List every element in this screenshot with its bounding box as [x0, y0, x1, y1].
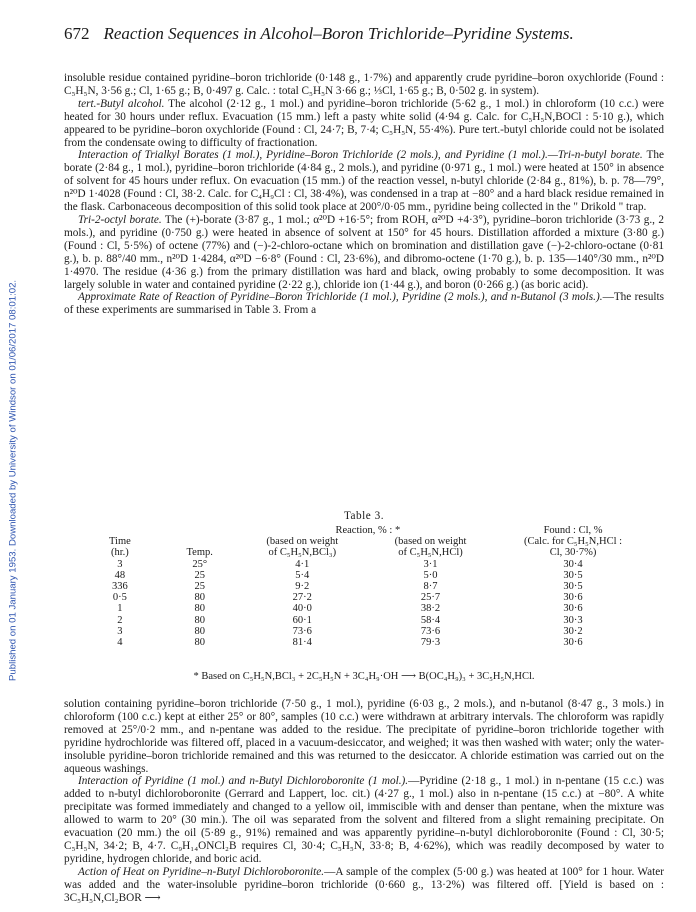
table-cell: 38·2: [420, 603, 441, 615]
paragraph: Interaction of Trialkyl Borates (1 mol.), Pyridine–Boron Trichloride (2 mols.), and Pyridine (1 mol.).—Tri-n-butyl borate. The borate (2·84 g., 1 mol.), pyridine–boron trichloride (4·84 g., 2 mols.), and pyridine (0·971 g., 1 mol.) were heated at 150° in absence of solvent for 45 hours under reflux. On evacuation (15 mm.) of the reaction vessel, n-butyl chloride (2·84 g., 81%), b. p. 78—79°, n²⁰D 1·4028 (Found : Cl, 38·2. Calc. for C₄H₉Cl : Cl, 38·4%), was condensed in a trap at −80° and a hard black residue remained in the flask. Carbonaceous decomposition of this solid took place at 200°/0·05 mm., pyridine being collected in the " Drikold " trap.: [64, 149, 664, 214]
table-cell: 73·6: [420, 625, 441, 637]
table-row: [80, 581, 650, 592]
table-cell: 80: [194, 614, 205, 626]
table-cell: 27·2: [292, 592, 312, 604]
table-cell: 4: [117, 637, 123, 649]
table-cell: 5·4: [295, 569, 310, 581]
table-header-row: [80, 525, 650, 536]
paragraph-heading: Action of Heat on Pyridine–n-Butyl Dichloroboronite.: [78, 865, 325, 878]
table-cell: (based on weight: [266, 536, 339, 548]
table-cell: 80: [194, 637, 205, 649]
table-cell: 80: [194, 603, 205, 615]
table-cell: 8·7: [423, 581, 438, 593]
table-cell: 3: [117, 625, 123, 637]
table-header-row: [80, 536, 650, 547]
table-cell: 30·6: [563, 637, 583, 649]
table-cell: 80: [194, 592, 205, 604]
table-footnote: * Based on C₅H₅N,BCl₃ + 2C₅H₅N + 3C₄H₉·OH ⟶ B(OC₄H₉)₃ + 3C₅H₅N,HCl.: [193, 671, 535, 682]
table-cell: (based on weight: [394, 536, 467, 548]
table-cell: 4·1: [295, 558, 310, 570]
table-cell: 48: [114, 569, 126, 581]
table-cell: 3·1: [423, 558, 438, 570]
table-row: [80, 570, 650, 581]
table-cell: 30·5: [563, 581, 583, 593]
paragraph: Action of Heat on Pyridine–n-Butyl Dichloroboronite.—A sample of the complex (5·00 g.) was heated at 100° for 1 hour. Water was added and the water-insoluble pyridine–boron trichloride (0·660 g., 13·2%) was filtered off. [Yield is based on : 3C₅H₅N,Cl₂BOR ⟶: [64, 865, 665, 904]
table-cell: 25: [194, 569, 205, 581]
table-row: [80, 637, 650, 648]
table-cell: 30·4: [563, 558, 583, 570]
table-cell: 1: [117, 603, 123, 615]
table-cell: 30·2: [563, 625, 583, 637]
table-cell: 30·6: [563, 603, 583, 615]
table-cell: 80: [194, 625, 205, 637]
table-row: [80, 626, 650, 637]
table-row: [80, 603, 650, 614]
paragraph: Tri-2-octyl borate. The (+)-borate (3·87 g., 1 mol.; α²⁰D +16·5°; from ROH, α²⁰D +4·3°), pyridine–boron trichloride (3·73 g., 2 mols.), and pyridine (0·750 g.) were heated in absence of solvent at 150° for 45 hours. Distillation afforded a mixture (3·80 g.) (Found : Cl, 5·5%) of octene (77%) and (−)-2-chloro-octane which on bromination and distillation gave (−)-2-chloro-octane (0·81 g.), b. p. 88°/40 mm., n²⁰D 1·4284, α²⁰D −6·8° (Found : Cl, 23·6%), and dibromo-octene (1·70 g.), b. p. 135—140°/30 mm., n²⁰D 1·4970. The residue (4·36 g.) from the primary distillation was hard and black, owing probably to some decomposition. It was largely soluble in water and contained pyridine (2·22 g.), chloride ion (1·44 g.), and boron (0·266 g.) (as boric acid).: [64, 213, 664, 291]
paragraph: insoluble residue contained pyridine–boron trichloride (0·148 g., 1·7%) and apparently crude pyridine–boron oxychloride (Found : C₅H₅N, 3·56 g.; Cl, 1·65 g.; B, 0·497 g. Calc. : total C₅H₅N 3·66 g.; ⅓Cl, 1·65 g.; B, 0·502 g. in system).: [64, 72, 664, 97]
table-cell: 73·6: [292, 625, 312, 637]
running-title: Reaction Sequences in Alcohol–Boron Trichloride–Pyridine Systems.: [103, 24, 574, 43]
table-cell: 30·6: [563, 592, 583, 604]
paragraph: Approximate Rate of Reaction of Pyridine–Boron Trichloride (1 mol.), Pyridine (2 mols.), and n-Butanol (3 mols.).—The results of these experiments are summarised in Table 3. From a: [64, 291, 664, 317]
table-row: [80, 592, 650, 603]
table-cell: 5·0: [423, 569, 438, 581]
paragraph-heading: Tri-2-octyl borate.: [78, 213, 162, 226]
table-3: [80, 525, 650, 648]
paragraph-heading: Interaction of Pyridine (1 mol.) and n-Butyl Dichloroboronite (1 mol.).: [78, 775, 409, 788]
table-cell: 0·5: [112, 592, 127, 604]
table-cell: 30·3: [563, 614, 583, 626]
table-cell: 58·4: [420, 614, 441, 626]
paragraph: solution containing pyridine–boron trichloride (7·50 g., 1 mol.), pyridine (6·03 g., 2 mols.), and n-butanol (8·47 g., 3 mols.) in chloroform (100 c.c.) kept at either 25° or 80°, samples (10 c.c.) were withdrawn at arbitrary intervals. The chloroform was rapidly removed at 25°/0·2 mm., and n-pentane was added to the residue. The precipitate of pyridine–boron trichloride together with pyridine hydrochloride was filtered off, placed in a vacuum-desiccator, and weighed; it was then washed with water; only the water-insoluble pyridine–boron trichloride remained and this was returned to the desiccator. A chloride estimation was carried out on the aqueous washings.: [64, 698, 664, 775]
paragraph: Interaction of Pyridine (1 mol.) and n-Butyl Dichloroboronite (1 mol.).—Pyridine (2·18 g., 1 mol.) in n-pentane (15 c.c.) was added to n-butyl dichloroboronite (Gerrard and Lappert, loc. cit.) (4·27 g., 1 mol.) also in n-pentane (15 c.c.) at −80°. A white precipitate was formed immediately and changed to a yellow oil, immiscible with and denser than pentane, when the mixture was allowed to warm to 20° (30 min.). The oil was separated from the solvent and filtered from a slight remaining precipitate. On evacuation (20 mm.) the oil (5·89 g., 91%) remained and was apparently pyridine–n-butyl dichloroboronite (Found : Cl, 30·5; C₅H₅N, 34·2; B, 4·7. C₉H₁₄ONCl₂B requires Cl, 30·4; C₅H₅N, 33·8; B, 4·62%), which was readily decomposed by water to pyridine, hydrogen chloride, and boric acid.: [64, 775, 664, 865]
reaction-header: Reaction, % : *: [335, 525, 401, 536]
paragraph: tert.-Butyl alcohol. The alcohol (2·12 g., 1 mol.) and pyridine–boron trichloride (5·62 g., 1 mol.) in chloroform (10 c.c.) were heated for 30 hours under reflux. Evacuation (15 mm.) left a pasty white solid (4·94 g. Calc. for C₅H₅N,BOCl : 5·10 g.), which appeared to be pyridine–boron oxychloride (Found : Cl, 24·7; B, 7·4; C₅H₅N, 55·4%). Pure tert.-butyl chloride could not be isolated from the condensate owing to difficulty of fractionation.: [64, 97, 664, 149]
table-cell: 79·3: [420, 637, 441, 649]
page-header: [64, 24, 664, 52]
table-cell: 2: [117, 614, 123, 626]
table-cell: Time: [109, 536, 131, 548]
table-header-row: [80, 547, 650, 558]
table-cell: of C₅H₅N,HCl): [398, 547, 463, 559]
paragraph-heading: Approximate Rate of Reaction of Pyridine–Boron Trichloride (1 mol.), Pyridine (2 mols.), and n-Butanol (3 mols.).: [78, 291, 603, 304]
table-cell: (Calc. for C₅H₅N,HCl :: [524, 536, 623, 548]
table-cell: 60·1: [292, 614, 312, 626]
table-cell: 25·7: [420, 592, 441, 604]
table-cell: 81·4: [292, 637, 312, 649]
download-notice: Published on 01 January 1953. Downloaded by University of Windsor on 01/06/2017 08:01:02.: [7, 279, 19, 681]
table-cell: [80, 525, 160, 536]
table-cell: Found : Cl, %: [543, 525, 603, 536]
body-text-bottom: [64, 698, 664, 905]
table-cell: 25: [194, 581, 205, 593]
table-cell: [160, 536, 240, 547]
table-cell: 336: [112, 581, 128, 593]
table-cell: Temp.: [186, 547, 213, 559]
table-cell: of C₅H₅N,BCl₃): [268, 547, 337, 559]
table-cell: Cl, 30·7%): [549, 547, 597, 559]
body-text-top: [64, 72, 664, 317]
table-cell: (hr.): [111, 547, 129, 559]
table-row: [80, 615, 650, 626]
table-cell: 40·0: [292, 603, 312, 615]
table-cell: 9·2: [295, 581, 310, 593]
table-row: [80, 559, 650, 570]
page-number: 672: [64, 24, 90, 43]
paragraph-heading: Interaction of Trialkyl Borates (1 mol.), Pyridine–Boron Trichloride (2 mols.), and Pyridine (1 mol.).—Tri-n-butyl borate.: [78, 149, 643, 162]
table-cell: [160, 525, 240, 536]
table-cell: 30·5: [563, 569, 583, 581]
paragraph-heading: tert.-Butyl alcohol.: [78, 97, 165, 110]
table-caption: Table 3.: [343, 510, 385, 522]
table-cell: 3: [117, 558, 123, 570]
table-cell: 25°: [192, 558, 208, 570]
